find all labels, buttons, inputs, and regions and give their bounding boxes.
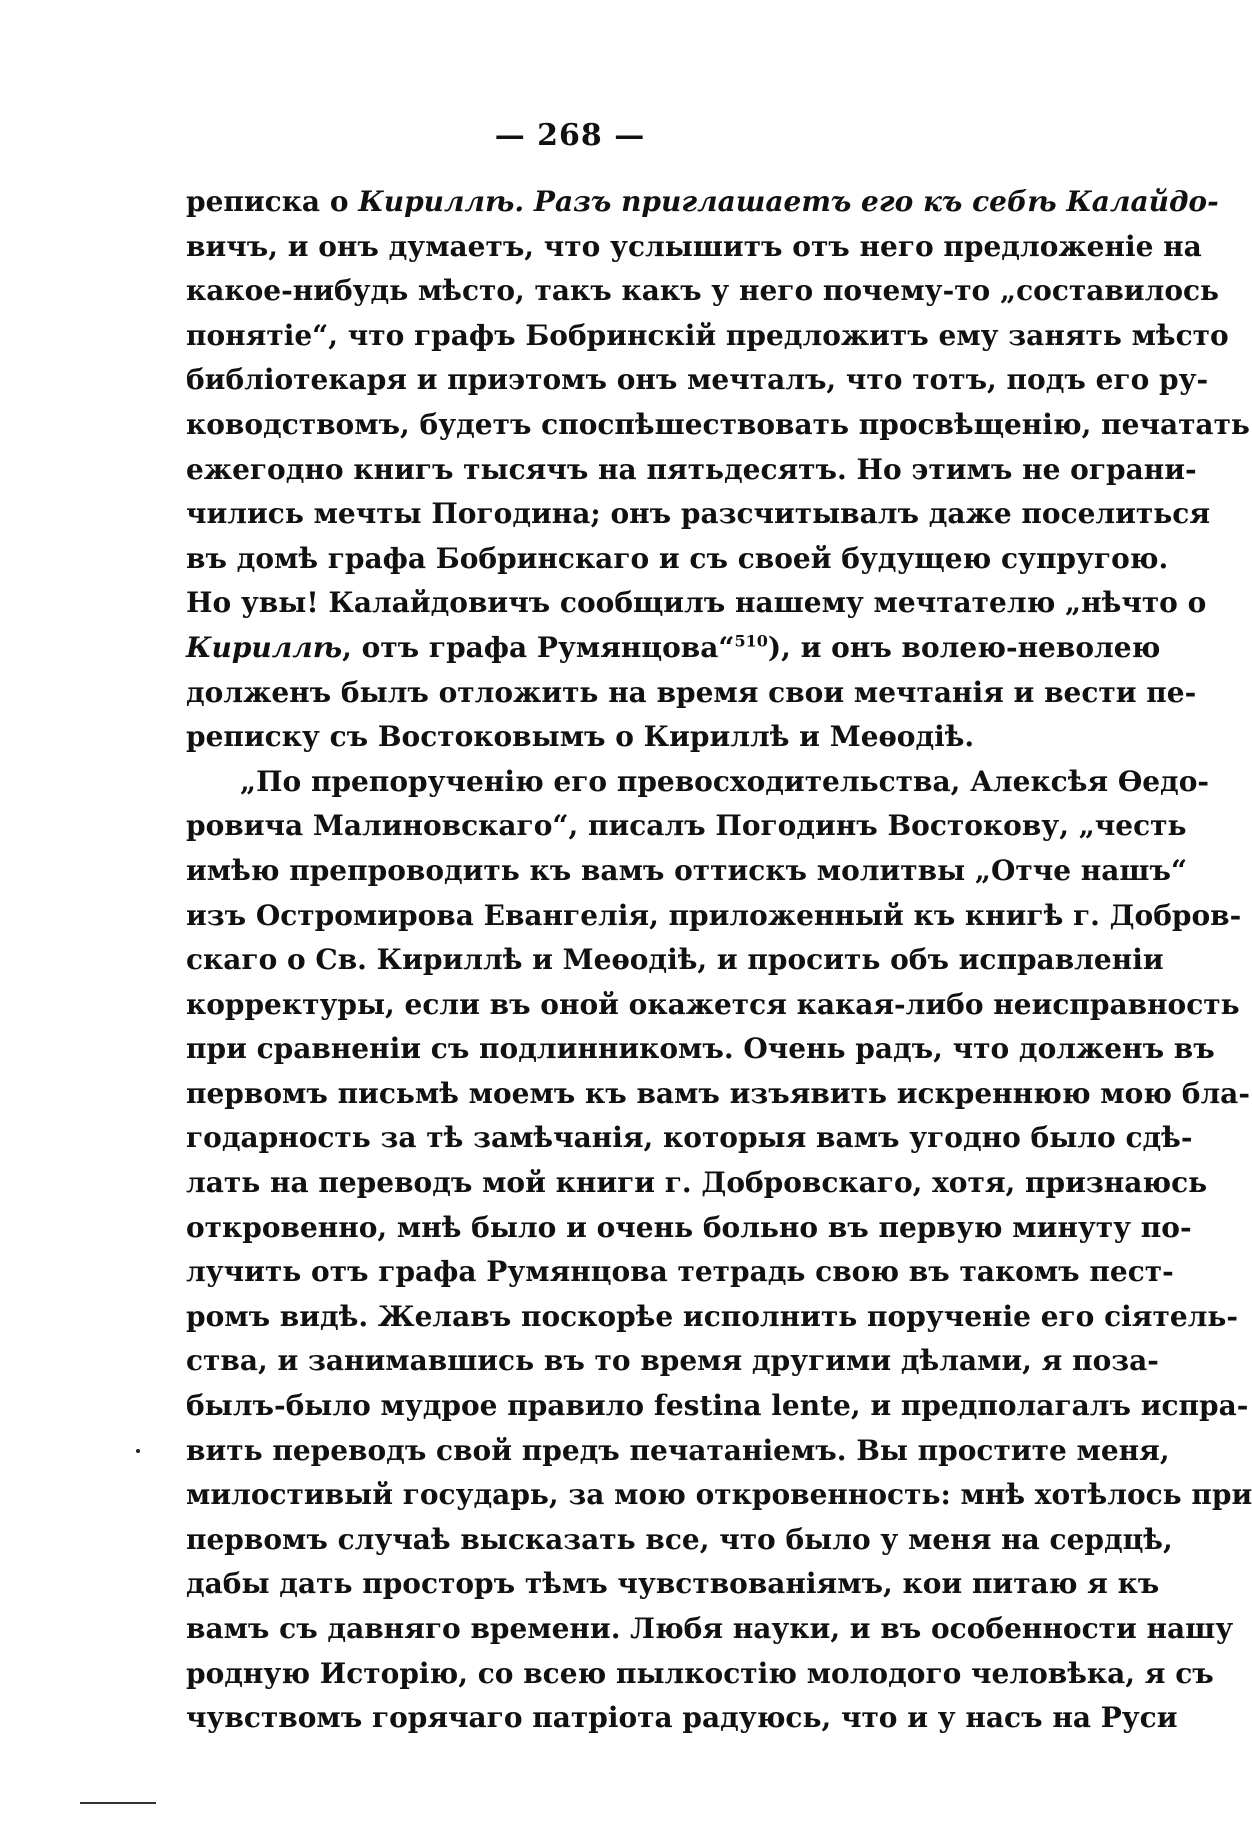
text-line: какое-нибудь мѣсто, такъ какъ у него почему-то „составилось <box>186 274 1220 308</box>
text-line: вить переводъ свой предъ печатаніемъ. Вы простите меня, <box>186 1433 1170 1467</box>
text-line: чились мечты Погодина; онъ разсчитывалъ даже поселиться <box>186 497 1211 531</box>
scan-speck <box>136 1449 140 1453</box>
text-line: вичъ, и онъ думаетъ, что услышитъ отъ него предложеніе на <box>186 229 1202 263</box>
text-line: корректуры, если въ оной окажется какая-либо неисправность <box>186 987 1240 1021</box>
text-line: вамъ съ давняго времени. Любя науки, и въ особенности нашу <box>186 1612 1234 1645</box>
text-line: въ домѣ графа Бобринскаго и съ своей будущею супругою. <box>186 541 1169 575</box>
text-line: былъ-было мудрое правило festina lente, и предполагалъ испра- <box>186 1389 1249 1423</box>
text-line: первомъ случаѣ высказать все, что было у меня на сердцѣ, <box>186 1522 1173 1556</box>
text-line: ровича Малиновскаго“, писалъ Погодинъ Востокову, „честь <box>186 809 1187 843</box>
footnote-marker: 510 <box>734 631 768 651</box>
page-number: — 268 — <box>494 118 646 153</box>
text-line: родную Исторію, со всею пылкостію молодого человѣка, я съ <box>186 1656 1214 1690</box>
page-edge-mark <box>80 1802 156 1804</box>
text-line: изъ Остромирова Евангелія, приложенный къ книгѣ г. Добров- <box>186 898 1242 932</box>
text-line: милостивый государь, за мою откровенность: мнѣ хотѣлось при <box>186 1478 1252 1512</box>
text-line: ства, и занимавшись въ то время другими дѣлами, я поза- <box>186 1344 1159 1378</box>
text-line: имѣю препроводить къ вамъ оттискъ молитвы „Отче нашъ“ <box>186 853 1188 887</box>
text-line: Кириллѣ, отъ графа Румянцова“$^{510}$), и онъ волею-неволею <box>186 630 1161 664</box>
text-line: реписку съ Востоковымъ о Кириллѣ и Меѳодіѣ. <box>186 720 975 754</box>
text-line: первомъ письмѣ моемъ къ вамъ изъявить искреннюю мою бла- <box>186 1076 1250 1110</box>
text-line: ежегодно книгъ тысячъ на пятьдесятъ. Но этимъ не ограни- <box>186 452 1197 486</box>
text-line: скаго о Св. Кириллѣ и Меѳодіѣ, и просить объ исправленіи <box>186 943 1164 977</box>
text-line: библіотекаря и приэтомъ онъ мечталъ, что тотъ, подъ его ру- <box>186 363 1209 397</box>
text-line: годарность за тѣ замѣчанія, которыя вамъ угодно было сдѣ- <box>186 1121 1193 1155</box>
body-text <box>186 180 1252 1741</box>
text-line: „По препорученію его превосходительства, Алексѣя Ѳедо- <box>240 764 1210 798</box>
text-line: долженъ былъ отложить на время свои мечтанія и вести пе- <box>186 675 1197 709</box>
text-line: реписка о Кириллѣ. Разъ приглашаетъ его къ себѣ Калайдо- <box>186 185 1219 218</box>
text-line: откровенно, мнѣ было и очень больно въ первую минуту по- <box>186 1210 1192 1244</box>
text-line: Но увы! Калайдовичъ сообщилъ нашему мечтателю „нѣчто о <box>186 586 1207 620</box>
text-line: понятіе“, что графъ Бобринскій предложитъ ему занять мѣсто <box>186 318 1229 352</box>
text-line: ромъ видѣ. Желавъ поскорѣе исполнить порученіе его сіятель- <box>186 1299 1238 1333</box>
text-line: ководствомъ, будетъ споспѣшествовать просвѣщенію, печатать <box>186 407 1250 441</box>
text-line: лучить отъ графа Румянцова тетрадь свою въ такомъ пест- <box>186 1255 1174 1289</box>
text-line: дабы дать просторъ тѣмъ чувствованіямъ, кои питаю я къ <box>186 1567 1160 1601</box>
text-line: при сравненіи съ подлинникомъ. Очень радъ, что долженъ въ <box>186 1032 1215 1066</box>
text-line: лать на переводъ мой книги г. Добровскаго, хотя, признаюсь <box>186 1166 1208 1200</box>
text-line: чувствомъ горячаго патріота радуюсь, что и у насъ на Руси <box>186 1701 1178 1735</box>
